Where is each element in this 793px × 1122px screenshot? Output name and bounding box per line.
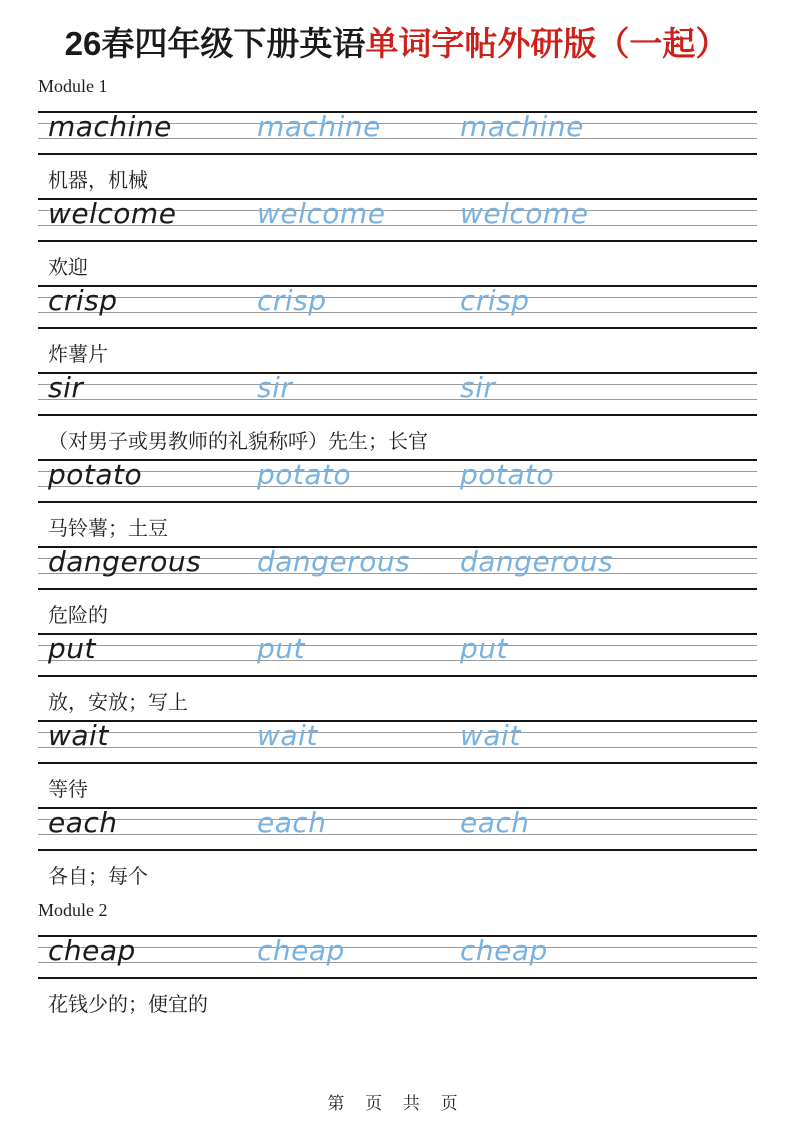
word-translation: 马铃薯；土豆 — [48, 518, 168, 540]
word-sample: potato — [48, 458, 143, 491]
word-sample: each — [48, 806, 118, 839]
word-trace-1: crisp — [257, 284, 327, 317]
word-sample: wait — [48, 719, 109, 752]
word-trace-2: cheap — [460, 934, 548, 967]
page-footer: 第 页 共 页 — [327, 1094, 466, 1113]
word-sample: dangerous — [48, 545, 202, 578]
module-label: Module 1 — [38, 76, 108, 96]
word-trace-1: welcome — [257, 197, 386, 230]
word-sample: sir — [48, 371, 84, 404]
word-trace-2: put — [460, 632, 508, 665]
word-sample: welcome — [48, 197, 177, 230]
title-red-text: 单词字帖外研版（一起） — [365, 25, 729, 62]
staff-baseline — [38, 962, 757, 963]
word-trace-1: sir — [257, 371, 293, 404]
staff-baseline — [38, 834, 757, 835]
staff-midline-upper — [38, 732, 757, 733]
word-translation: 危险的 — [48, 605, 108, 627]
writing-staff — [38, 807, 757, 851]
word-block — [38, 633, 757, 714]
word-trace-2: machine — [460, 110, 584, 143]
word-trace-1: dangerous — [257, 545, 411, 578]
word-trace-1: machine — [257, 110, 381, 143]
word-trace-2: each — [460, 806, 530, 839]
word-translation: 机器，机械 — [48, 170, 148, 192]
staff-midline-upper — [38, 297, 757, 298]
word-block — [38, 935, 757, 1016]
writing-staff — [38, 546, 757, 590]
word-translation: （对男子或男教师的礼貌称呼）先生；长官 — [48, 431, 428, 453]
staff-midline-upper — [38, 471, 757, 472]
writing-staff — [38, 198, 757, 242]
word-trace-2: potato — [460, 458, 555, 491]
word-list — [0, 76, 793, 1016]
module-label: Module 2 — [38, 900, 108, 920]
page-title — [0, 0, 793, 64]
staff-midline-upper — [38, 947, 757, 948]
staff-baseline — [38, 660, 757, 661]
writing-staff — [38, 459, 757, 503]
staff-baseline — [38, 399, 757, 400]
staff-midline-upper — [38, 645, 757, 646]
word-translation: 炸薯片 — [48, 344, 108, 366]
word-trace-2: crisp — [460, 284, 530, 317]
word-block — [38, 285, 757, 366]
word-trace-1: cheap — [257, 934, 345, 967]
staff-baseline — [38, 486, 757, 487]
word-trace-2: dangerous — [460, 545, 614, 578]
word-translation: 欢迎 — [48, 257, 88, 279]
word-trace-1: put — [257, 632, 305, 665]
staff-baseline — [38, 312, 757, 313]
word-trace-1: wait — [257, 719, 318, 752]
writing-staff — [38, 935, 757, 979]
word-sample: cheap — [48, 934, 136, 967]
word-trace-2: welcome — [460, 197, 589, 230]
word-trace-1: each — [257, 806, 327, 839]
module-section — [38, 900, 757, 1016]
word-block — [38, 807, 757, 888]
writing-staff — [38, 372, 757, 416]
word-sample: put — [48, 632, 96, 665]
word-block — [38, 459, 757, 540]
title-black-text: 26春四年级下册英语 — [64, 25, 366, 62]
module-rows — [38, 935, 757, 1016]
word-translation: 花钱少的；便宜的 — [48, 994, 208, 1016]
word-translation: 放，安放；写上 — [48, 692, 188, 714]
module-rows — [38, 111, 757, 888]
staff-baseline — [38, 747, 757, 748]
writing-staff — [38, 720, 757, 764]
staff-midline-upper — [38, 819, 757, 820]
word-block — [38, 372, 757, 453]
word-block — [38, 720, 757, 801]
word-block — [38, 546, 757, 627]
word-block — [38, 198, 757, 279]
word-trace-2: sir — [460, 371, 496, 404]
writing-staff — [38, 111, 757, 155]
word-translation: 等待 — [48, 779, 88, 801]
module-section — [38, 76, 757, 888]
staff-midline-upper — [38, 384, 757, 385]
word-block — [38, 111, 757, 192]
word-translation: 各自；每个 — [48, 866, 148, 888]
writing-staff — [38, 633, 757, 677]
word-sample: machine — [48, 110, 172, 143]
word-trace-1: potato — [257, 458, 352, 491]
word-sample: crisp — [48, 284, 118, 317]
writing-staff — [38, 285, 757, 329]
word-trace-2: wait — [460, 719, 521, 752]
